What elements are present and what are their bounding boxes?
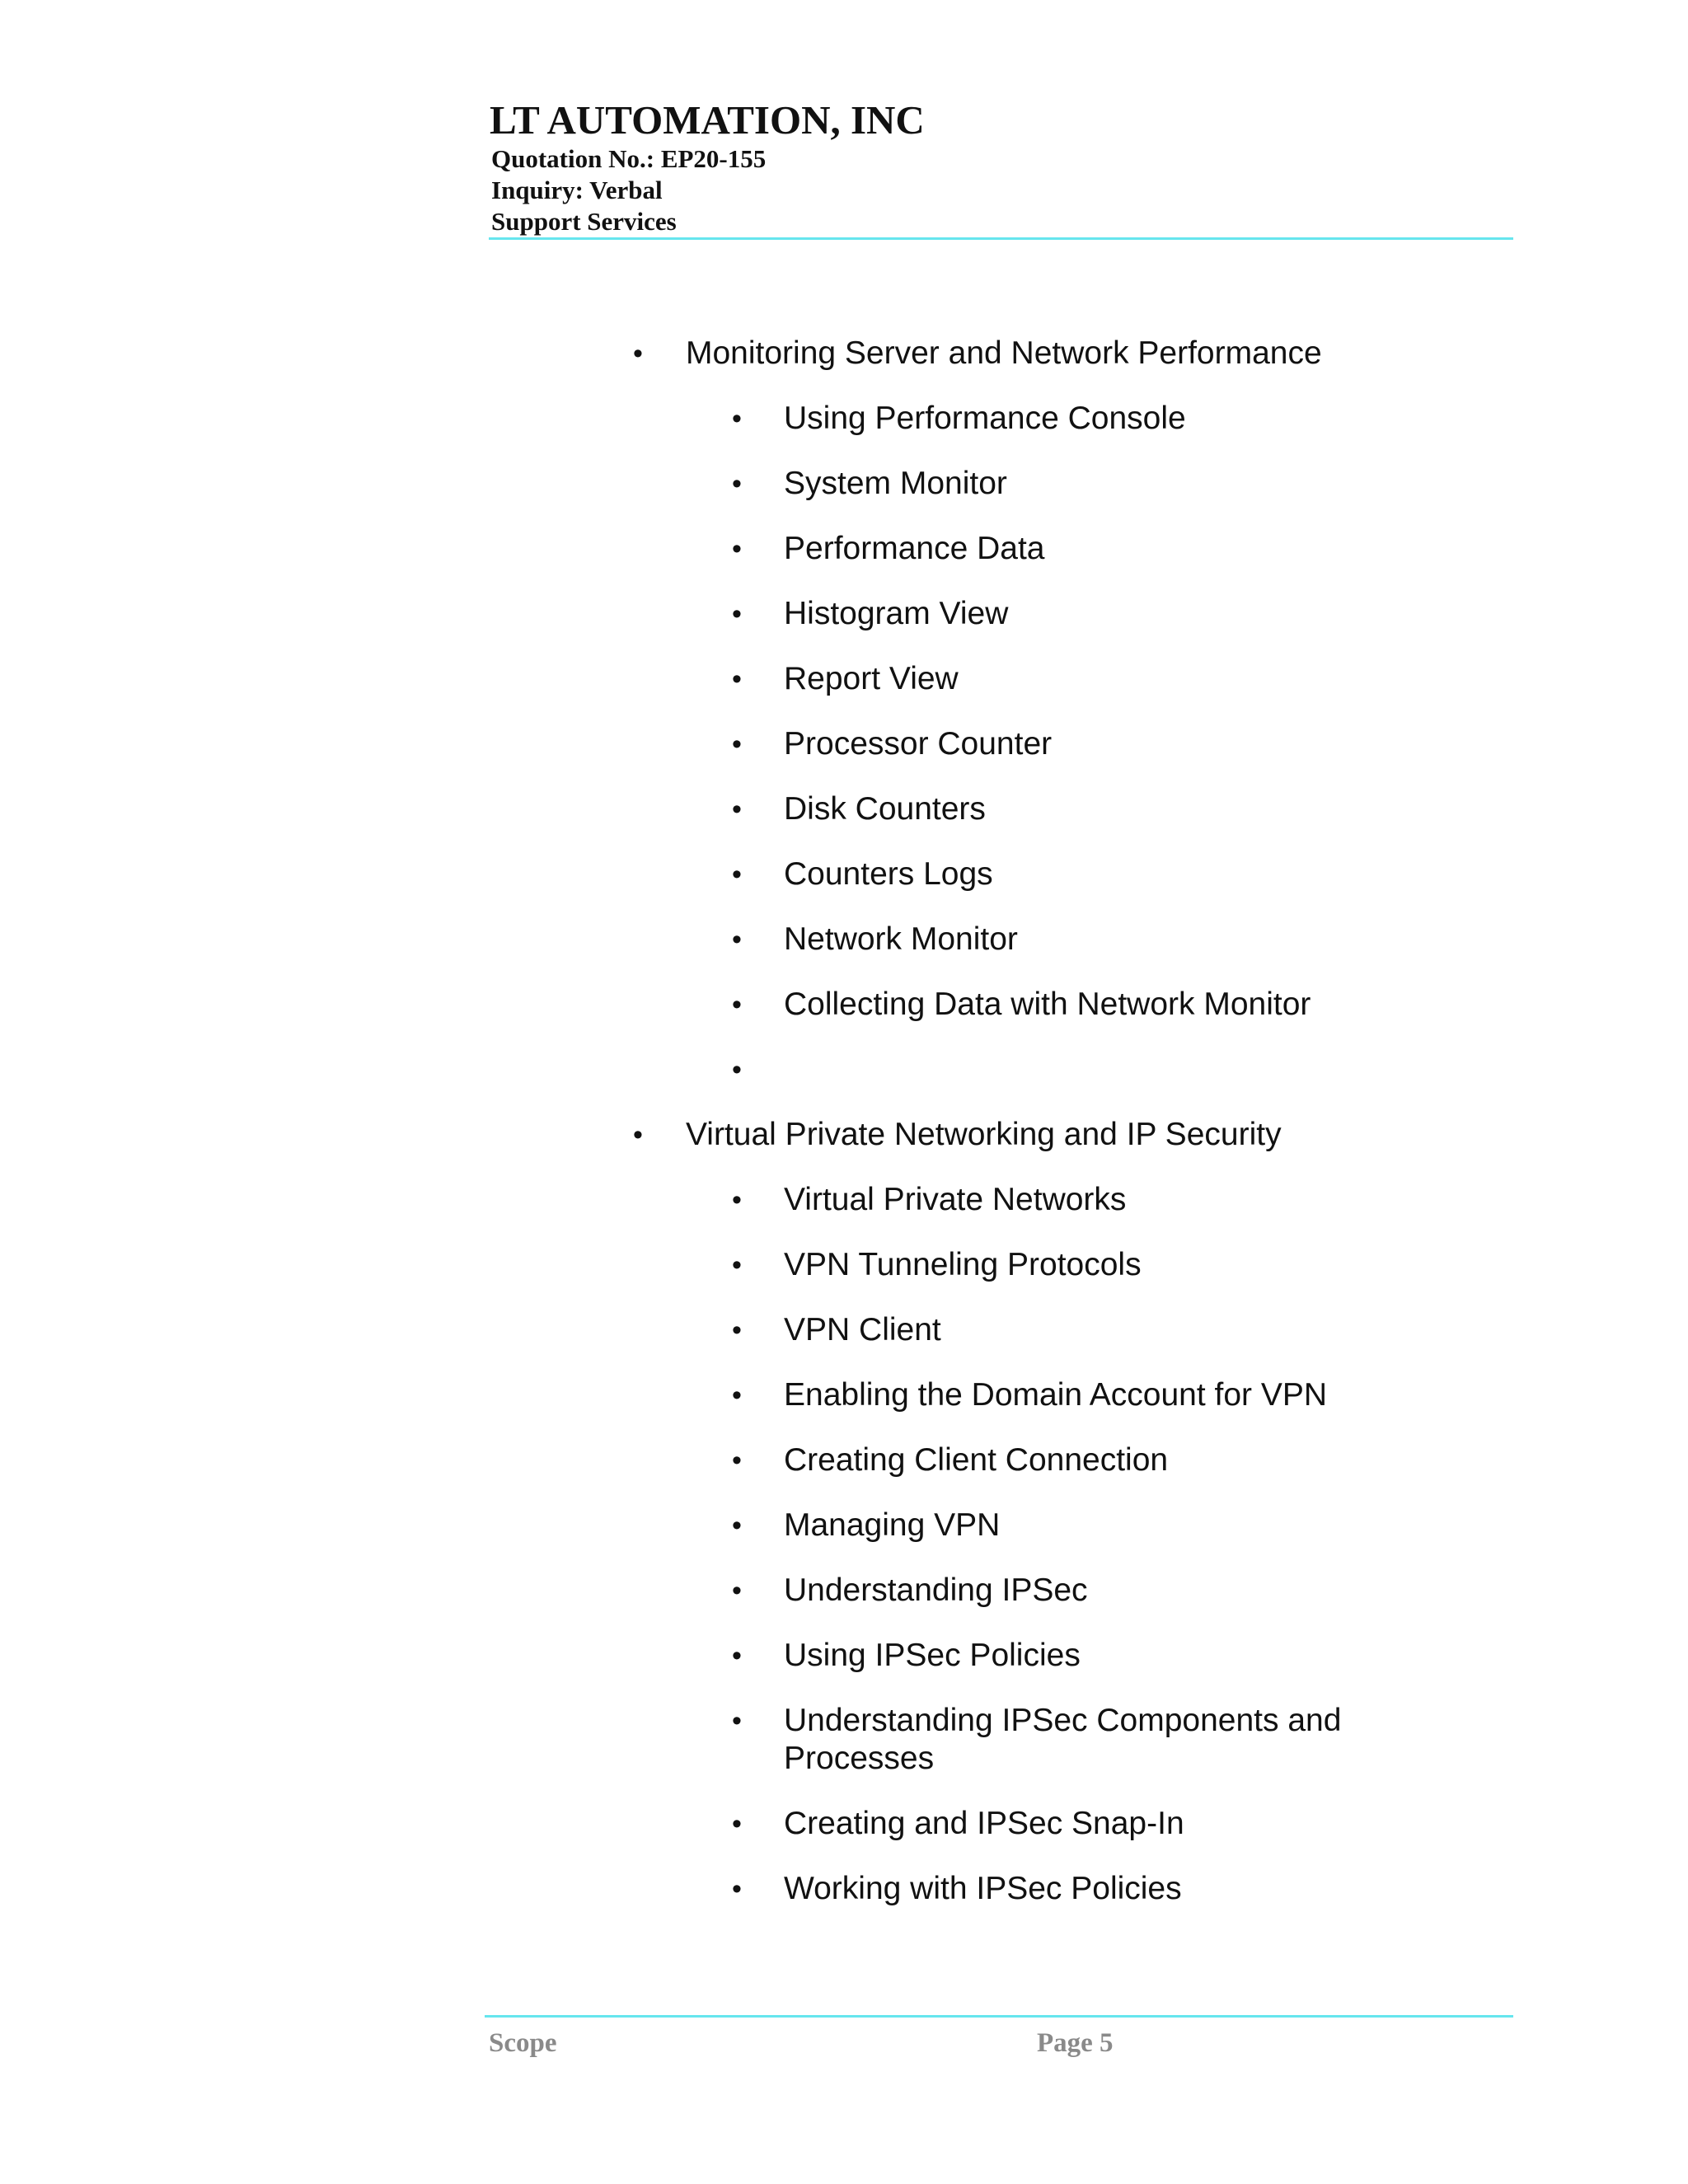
bullet-icon: •: [732, 794, 742, 825]
bullet-icon: •: [732, 468, 742, 499]
list-item-text: Report View: [784, 661, 959, 696]
bullet-icon: •: [732, 1575, 742, 1606]
page-number: Page 5: [1037, 2028, 1114, 2058]
list-item-text: Network Monitor: [784, 921, 1018, 957]
bullet-icon: •: [732, 1249, 742, 1281]
bullet-icon: •: [732, 729, 742, 760]
list-item-text: Enabling the Domain Account for VPN: [784, 1377, 1328, 1413]
section-title: Monitoring Server and Network Performance: [686, 335, 1322, 371]
list-item-text: Creating Client Connection: [784, 1442, 1169, 1478]
bullet-icon: •: [732, 1445, 742, 1476]
bullet-icon: •: [732, 1640, 742, 1671]
list-item-text: Histogram View: [784, 596, 1009, 631]
list-item-text: Creating and IPSec Snap-In: [784, 1806, 1184, 1841]
list-item-text: Virtual Private Networks: [784, 1182, 1127, 1217]
bullet-icon: •: [732, 1873, 742, 1905]
bullet-icon: •: [633, 338, 643, 369]
inquiry-type: Inquiry: Verbal: [491, 176, 663, 204]
bullet-icon: •: [732, 1705, 742, 1736]
bullet-icon: •: [732, 989, 742, 1020]
bullet-icon: •: [732, 859, 742, 890]
bullet-icon: •: [732, 533, 742, 565]
list-item-text: Working with IPSec Policies: [784, 1871, 1182, 1906]
list-item-text: Managing VPN: [784, 1507, 1001, 1543]
bullet-icon: •: [732, 1510, 742, 1541]
quotation-number: Quotation No.: EP20-155: [491, 144, 767, 173]
bullet-icon: •: [732, 1380, 742, 1411]
list-item-text: Disk Counters: [784, 791, 986, 827]
company-name: LT AUTOMATION, INC: [490, 97, 925, 143]
bullet-icon: •: [732, 924, 742, 955]
list-item-text: Understanding IPSec Components and Processes: [784, 1703, 1342, 1776]
section-title: Virtual Private Networking and IP Security: [686, 1117, 1282, 1152]
list-item-text: Processor Counter: [784, 726, 1053, 762]
bullet-icon: •: [732, 1315, 742, 1346]
list-item-text: Performance Data: [784, 531, 1045, 566]
footer-section-label: Scope: [489, 2028, 557, 2058]
bullet-icon: •: [633, 1119, 643, 1151]
bullet-icon: •: [732, 663, 742, 695]
list-item-text: Using Performance Console: [784, 401, 1186, 436]
list-item-text: Collecting Data with Network Monitor: [784, 987, 1311, 1022]
list-item-text: Understanding IPSec: [784, 1572, 1088, 1608]
bullet-icon: •: [732, 1808, 742, 1840]
bullet-icon: •: [732, 1184, 742, 1216]
bullet-icon: •: [732, 598, 742, 630]
list-item-text: Using IPSec Policies: [784, 1638, 1081, 1673]
bullet-icon: •: [732, 1054, 742, 1085]
page-footer: [485, 2015, 1513, 2058]
department: Support Services: [491, 207, 677, 236]
list-item-text: VPN Client: [784, 1312, 941, 1347]
list-item-text: Counters Logs: [784, 856, 993, 892]
bullet-icon: •: [732, 403, 742, 434]
list-item-text: System Monitor: [784, 466, 1007, 501]
list-item-text: VPN Tunneling Protocols: [784, 1247, 1142, 1282]
